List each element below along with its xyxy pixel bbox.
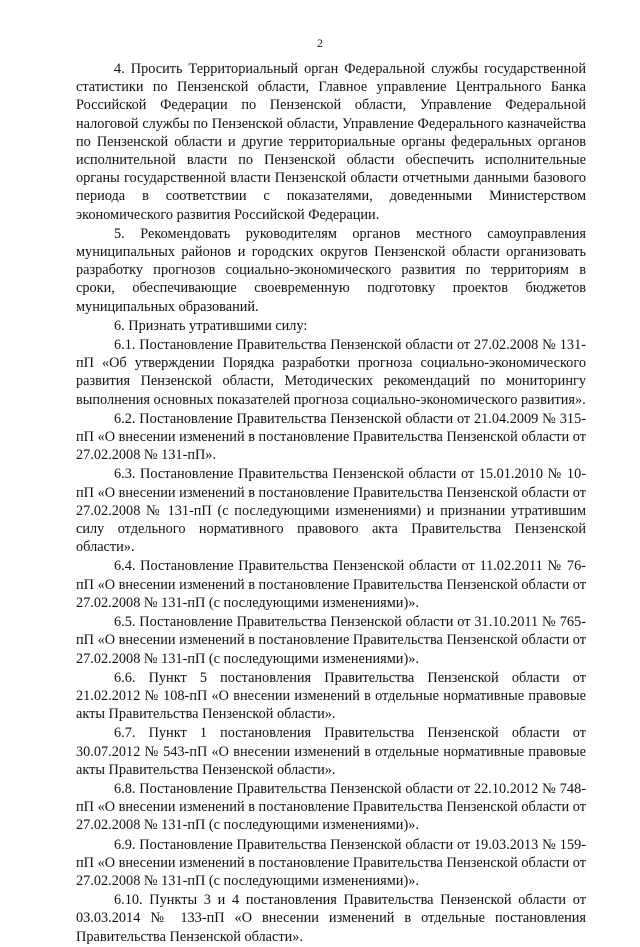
page-number: 2 <box>317 36 323 50</box>
paragraph-item-6-8: 6.8. Постановление Правительства Пензенской области от 22.10.2012 № 748-пП «О внесении изменений в постановление Правительства Пензенской области от 27.02.2008 № 131-пП (с последующими изменениями)». <box>76 780 586 834</box>
paragraph-item-5: 5. Рекомендовать руководителям органов местного самоуправления муниципальных районов и городских округов Пензенской области организовать разработку прогнозов социально-экономического развития по территориям в сроки, обеспечивающие своевременную подготовку проектов бюджетов муниципальных образований. <box>76 225 586 315</box>
paragraph-item-6: 6. Признать утратившими силу: <box>114 317 308 334</box>
paragraph-item-6-7: 6.7. Пункт 1 постановления Правительства Пензенской области от 30.07.2012 № 543-пП «О внесении изменений в отдельные нормативные правовые акты Правительства Пензенской области». <box>76 725 586 778</box>
paragraph-item-4: 4. Просить Территориальный орган Федеральной службы государственной статистики по Пензенской области, Главное управление Центрального Банка Российской Федерации по Пензенской области, Управление Федеральной налоговой службы по Пензенской области, Управление Федерального казначейства по Пензенской области и другие территориальные органы федеральных органов исполнительной власти по Пензенской области обеспечить исполнительные органы государственной власти Пензенской области отчетными данными базового периода в соответствии с показателями, доведенными Министерством экономического развития Российской Федерации. <box>76 61 586 223</box>
paragraph-item-6-10: 6.10. Пункты 3 и 4 постановления Правительства Пензенской области от 03.03.2014 № 133-пП «О внесении изменений в отдельные постановления Правительства Пензенской области». <box>76 892 586 945</box>
paragraph-item-6-1: 6.1. Постановление Правительства Пензенской области от 27.02.2008 № 131-пП «Об утверждении Порядка разработки прогноза социально-экономического развития Пензенской области, Методических рекомендаций по мониторингу выполнения основных показателей прогноза социально-экономического развития». <box>76 337 586 408</box>
paragraph-item-6-3: 6.3. Постановление Правительства Пензенской области от 15.01.2010 № 10-пП «О внесении изменений в постановление Правительства Пензенской области от 27.02.2008 № 131-пП (с последующими изменениями) и признании утратившим силу отдельного нормативного правового акта Правительства Пензенской области». <box>76 466 586 556</box>
paragraph-item-6-5: 6.5. Постановление Правительства Пензенской области от 31.10.2011 № 765-пП «О внесении изменений в постановление Правительства Пензенской области от 27.02.2008 № 131-пП (с последующими изменениями)». <box>76 614 586 667</box>
paragraph-item-6-6: 6.6. Пункт 5 постановления Правительства Пензенской области от 21.02.2012 № 108-пП «О внесении изменений в отдельные нормативные правовые акты Правительства Пензенской области». <box>76 669 586 723</box>
document-body <box>76 60 586 947</box>
paragraph-item-6-9: 6.9. Постановление Правительства Пензенской области от 19.03.2013 № 159-пП «О внесении изменений в постановление Правительства Пензенской области от 27.02.2008 № 131-пП (с последующими изменениями)». <box>76 836 586 889</box>
paragraph-item-6-4: 6.4. Постановление Правительства Пензенской области от 11.02.2011 № 76-пП «О внесении изменений в постановление Правительства Пензенской области от 27.02.2008 № 131-пП (с последующими изменениями)». <box>76 558 586 611</box>
paragraph-item-6-2: 6.2. Постановление Правительства Пензенской области от 21.04.2009 № 315-пП «О внесении изменений в постановление Правительства Пензенской области от 27.02.2008 № 131-пП». <box>76 410 586 464</box>
